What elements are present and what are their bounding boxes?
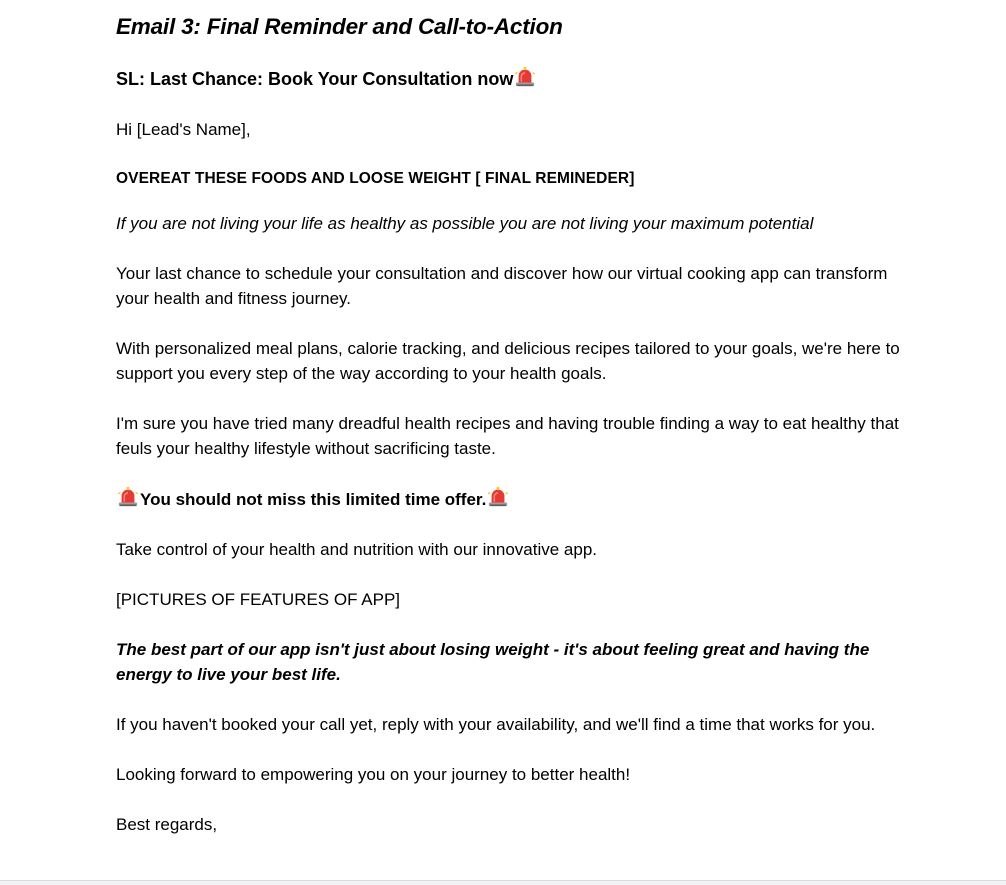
police-car-light-icon	[117, 486, 139, 508]
greeting: Hi [Lead's Name],	[116, 120, 251, 139]
signoff: Best regards,	[116, 815, 218, 834]
tagline: If you are not living your life as healthy as possible you are not living your maximum potential	[116, 214, 814, 233]
image-placeholder: [PICTURES OF FEATURES OF APP]	[116, 590, 401, 609]
offer-text: You should not miss this limited time offer.	[140, 490, 487, 509]
police-car-light-icon	[514, 66, 536, 88]
headline: OVEREAT THESE FOODS AND LOOSE WEIGHT [ FINAL REMINEDER]	[116, 170, 635, 187]
subject-text: SL: Last Chance: Book Your Consultation now	[116, 69, 514, 89]
paragraph-booking: If you haven't booked your call yet, reply with your availability, and we'll find a time that works for you.	[116, 715, 876, 734]
paragraph-take-control: Take control of your health and nutrition with our innovative app.	[116, 540, 598, 559]
police-car-light-icon	[487, 486, 509, 508]
email-title: Email 3: Final Reminder and Call-to-Action	[116, 14, 563, 39]
paragraph-closing: Looking forward to empowering you on your journey to better health!	[116, 765, 631, 784]
subject-line	[116, 66, 906, 92]
paragraph-recipes: I'm sure you have tried many dreadful health recipes and having trouble finding a way to eat healthy that feuls your healthy lifestyle without sacrificing taste.	[116, 414, 899, 458]
paragraph-features: With personalized meal plans, calorie tracking, and delicious recipes tailored to your goals, we're here to support you every step of the way according to your health goals.	[116, 339, 900, 383]
limited-offer	[116, 486, 906, 512]
paragraph-last-chance: Your last chance to schedule your consultation and discover how our virtual cooking app can transform your health and fitness journey.	[116, 264, 888, 308]
best-part-statement: The best part of our app isn't just about losing weight - it's about feeling great and having the energy to live your best life.	[116, 640, 870, 684]
document-body	[116, 12, 906, 837]
